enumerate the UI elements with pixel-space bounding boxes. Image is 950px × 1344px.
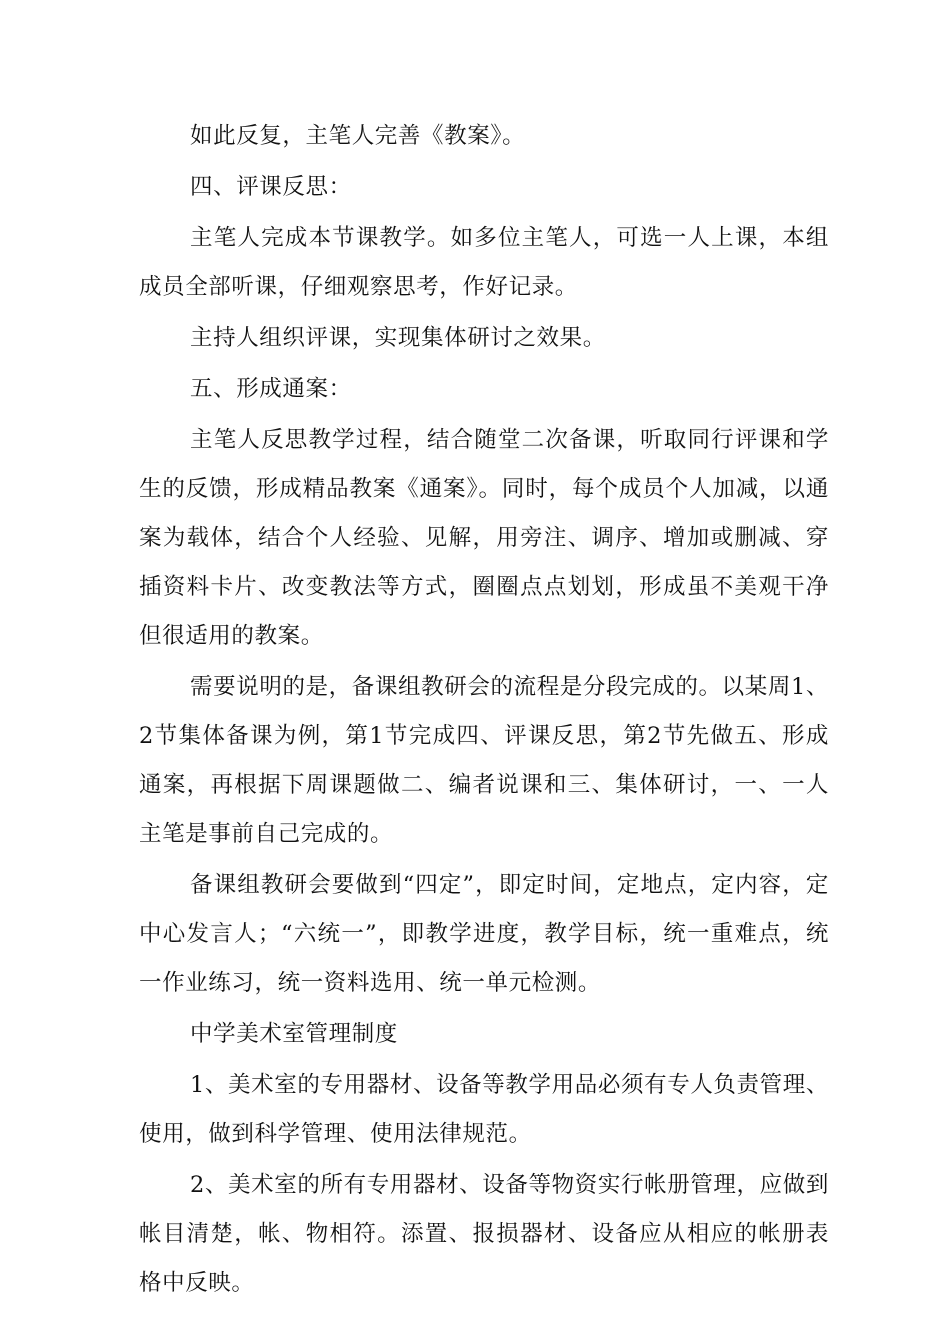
section-title-art-room-rules: 中学美术室管理制度	[190, 1021, 398, 1047]
paragraph-common-plan: 主笔人反思教学过程，结合随堂二次备课，听取同行评课和学生的反馈，形成精品教案《通案》。同时，每个成员个人加减，以通案为载体，结合个人经验、见解，用旁注、调序、增加或删减、穿插资料卡片、改变教法等方式，圈圈点点划划，形成虽不美观干净但很适用的教案。	[139, 427, 829, 649]
paragraph-lead-teaching: 主笔人完成本节课教学。如多位主笔人，可选一人上课，本组成员全部听课，仔细观察思考，作好记录。	[139, 225, 829, 300]
rule-item-2: 2、美术室的所有专用器材、设备等物资实行帐册管理，应做到帐目清楚，帐、物相符。添置、报损器材、设备应从相应的帐册表格中反映。	[139, 1172, 829, 1296]
heading-evaluation-reflection: 四、评课反思：	[190, 174, 352, 200]
document-body	[139, 112, 829, 1310]
paragraph-four-six-rules: 备课组教研会要做到“四定”，即定时间，定地点，定内容，定中心发言人；“六统一”，即教学进度，教学目标，统一重难点，统一作业练习，统一资料选用、统一单元检测。	[139, 872, 829, 996]
heading-common-plan: 五、形成通案：	[190, 376, 352, 402]
paragraph-repeat-refine: 如此反复，主笔人完善《教案》。	[190, 123, 526, 149]
rule-item-1: 1、美术室的专用器材、设备等教学用品必须有专人负责管理、使用，做到科学管理、使用法律规范。	[139, 1072, 829, 1147]
paragraph-host-evaluation: 主持人组织评课，实现集体研讨之效果。	[190, 325, 606, 351]
paragraph-process-note: 需要说明的是，备课组教研会的流程是分段完成的。以某周1、2节集体备课为例，第1节完成四、评课反思，第2节先做五、形成通案，再根据下周课题做二、编者说课和三、集体研讨，一、一人主笔是事前自己完成的。	[139, 674, 829, 847]
